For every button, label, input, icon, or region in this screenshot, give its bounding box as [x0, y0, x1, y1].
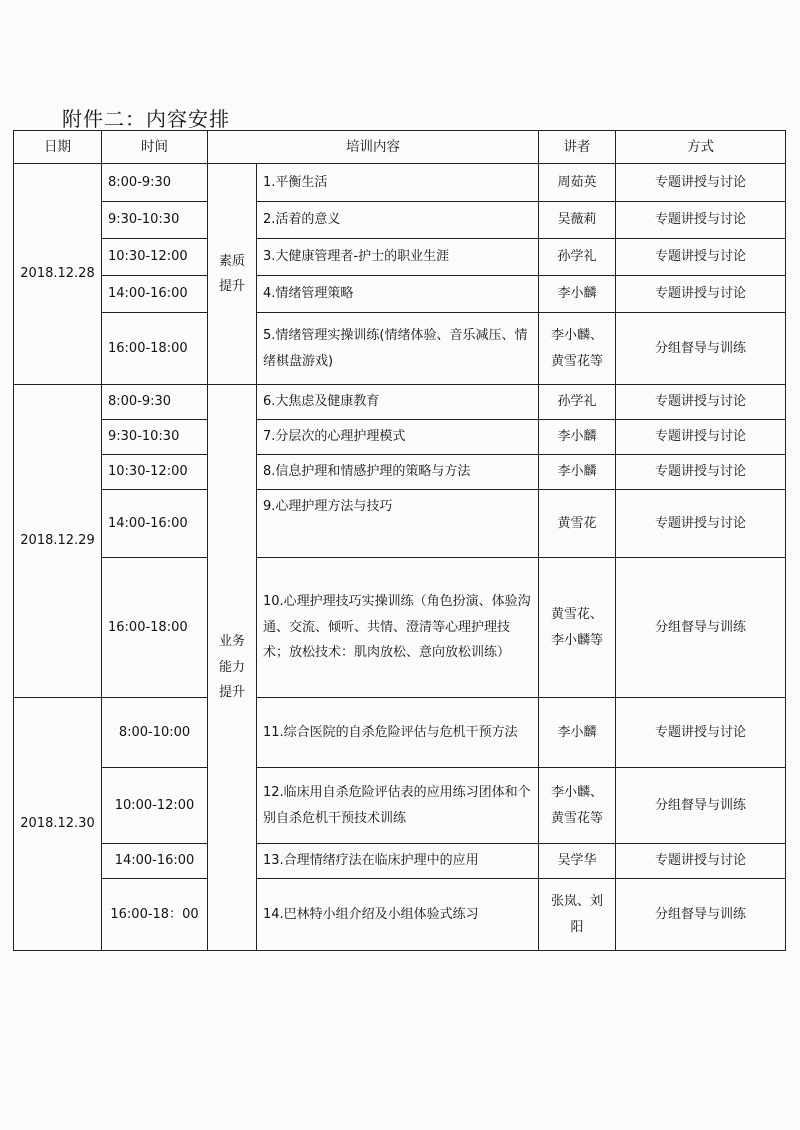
method-cell: 专题讲授与讨论 — [616, 420, 786, 455]
speaker-cell: 吴学华 — [539, 844, 616, 879]
content-cell: 10.心理护理技巧实操训练（角色扮演、体验沟通、交流、倾听、共情、澄清等心理护理技术；放松技术：肌肉放松、意向放松训练） — [257, 558, 539, 698]
table-row — [14, 164, 786, 202]
time-cell: 9:30-10:30 — [102, 202, 208, 239]
method-cell: 专题讲授与讨论 — [616, 455, 786, 490]
content-cell: 4.情绪管理策略 — [257, 276, 539, 313]
date-cell: 2018.12.28 — [14, 164, 102, 385]
method-cell: 专题讲授与讨论 — [616, 164, 786, 202]
speaker-cell: 孙学礼 — [539, 385, 616, 420]
page-title: 附件二：内容安排 — [62, 107, 230, 131]
method-cell: 专题讲授与讨论 — [616, 385, 786, 420]
header-method: 方式 — [616, 131, 786, 164]
time-cell: 16:00-18：00 — [102, 879, 208, 951]
content-cell: 6.大焦虑及健康教育 — [257, 385, 539, 420]
content-cell: 7.分层次的心理护理模式 — [257, 420, 539, 455]
time-cell: 8:00-9:30 — [102, 164, 208, 202]
table-row — [14, 276, 786, 313]
speaker-cell: 李小麟 — [539, 698, 616, 768]
schedule-table — [13, 130, 786, 951]
method-cell: 分组督导与训练 — [616, 768, 786, 844]
header-date: 日期 — [14, 131, 102, 164]
content-cell: 14.巴林特小组介绍及小组体验式练习 — [257, 879, 539, 951]
content-cell: 8.信息护理和情感护理的策略与方法 — [257, 455, 539, 490]
header-speaker: 讲者 — [539, 131, 616, 164]
category-label: 业务能力提升 — [218, 634, 245, 701]
table-row — [14, 455, 786, 490]
table-row — [14, 698, 786, 768]
time-cell: 10:00-12:00 — [102, 768, 208, 844]
content-cell: 3.大健康管理者-护士的职业生涯 — [257, 239, 539, 276]
table-row — [14, 879, 786, 951]
method-cell: 专题讲授与讨论 — [616, 202, 786, 239]
speaker-cell: 李小麟 — [539, 455, 616, 490]
time-cell: 14:00-16:00 — [102, 844, 208, 879]
speaker-cell: 孙学礼 — [539, 239, 616, 276]
time-cell: 8:00-10:00 — [102, 698, 208, 768]
method-cell: 分组督导与训练 — [616, 558, 786, 698]
table-row — [14, 239, 786, 276]
table-row — [14, 558, 786, 698]
speaker-cell: 李小麟、黄雪花等 — [539, 768, 616, 844]
speaker-cell: 黄雪花 — [539, 490, 616, 558]
speaker-cell: 周茹英 — [539, 164, 616, 202]
content-cell: 1.平衡生活 — [257, 164, 539, 202]
table-row — [14, 202, 786, 239]
method-cell: 分组督导与训练 — [616, 879, 786, 951]
speaker-cell: 黄雪花、李小麟等 — [539, 558, 616, 698]
table-row — [14, 490, 786, 558]
method-cell: 专题讲授与讨论 — [616, 276, 786, 313]
content-cell: 5.情绪管理实操训练(情绪体验、音乐减压、情绪棋盘游戏) — [257, 313, 539, 385]
table-row — [14, 768, 786, 844]
content-cell: 9.心理护理方法与技巧 — [257, 490, 539, 558]
time-cell: 14:00-16:00 — [102, 490, 208, 558]
speaker-cell: 李小麟 — [539, 276, 616, 313]
table-row — [14, 844, 786, 879]
method-cell: 专题讲授与讨论 — [616, 239, 786, 276]
content-cell: 2.活着的意义 — [257, 202, 539, 239]
content-cell: 11.综合医院的自杀危险评估与危机干预方法 — [257, 698, 539, 768]
date-cell: 2018.12.29 — [14, 385, 102, 698]
method-cell: 专题讲授与讨论 — [616, 844, 786, 879]
content-cell: 13.合理情绪疗法在临床护理中的应用 — [257, 844, 539, 879]
time-cell: 14:00-16:00 — [102, 276, 208, 313]
category-cell — [208, 385, 257, 951]
speaker-cell: 张岚、刘阳 — [539, 879, 616, 951]
table-row — [14, 385, 786, 420]
table-header-row — [14, 131, 786, 164]
speaker-cell: 李小麟 — [539, 420, 616, 455]
table-row — [14, 313, 786, 385]
table-row — [14, 420, 786, 455]
time-cell: 10:30-12:00 — [102, 455, 208, 490]
method-cell: 专题讲授与讨论 — [616, 490, 786, 558]
method-cell: 专题讲授与讨论 — [616, 698, 786, 768]
date-cell: 2018.12.30 — [14, 698, 102, 951]
speaker-cell: 李小麟、黄雪花等 — [539, 313, 616, 385]
time-cell: 10:30-12:00 — [102, 239, 208, 276]
method-cell: 分组督导与训练 — [616, 313, 786, 385]
time-cell: 9:30-10:30 — [102, 420, 208, 455]
header-time: 时间 — [102, 131, 208, 164]
category-cell — [208, 164, 257, 385]
header-content: 培训内容 — [208, 131, 539, 164]
speaker-cell: 吴薇莉 — [539, 202, 616, 239]
time-cell: 8:00-9:30 — [102, 385, 208, 420]
content-cell: 12.临床用自杀危险评估表的应用练习团体和个别自杀危机干预技术训练 — [257, 768, 539, 844]
time-cell: 16:00-18:00 — [102, 558, 208, 698]
category-label: 素质提升 — [218, 253, 245, 294]
time-cell: 16:00-18:00 — [102, 313, 208, 385]
